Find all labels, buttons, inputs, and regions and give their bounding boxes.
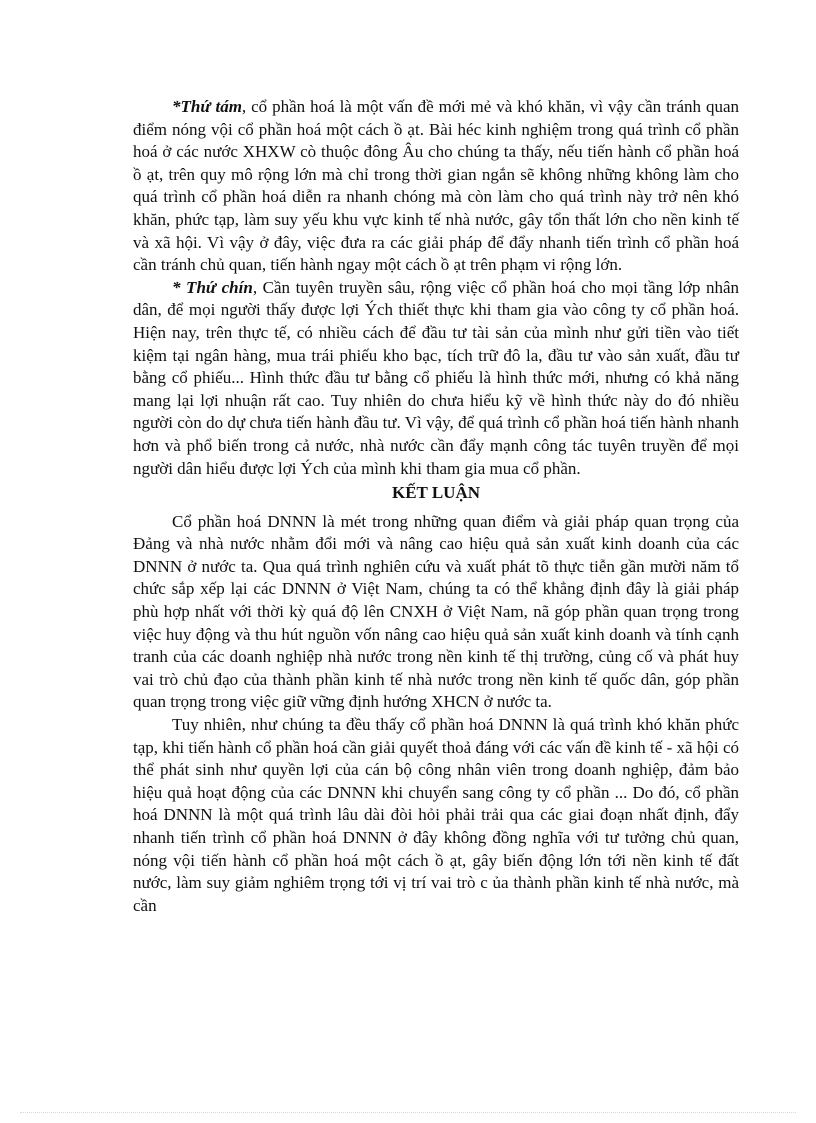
paragraph-conclusion-1: Cổ phần hoá DNNN là mét trong những quan điểm và giải pháp quan trọng của Đảng và nhà nước nhằm đổi mới và nâng cao hiệu quả sản xuất kinh doanh của các DNNN ở nước ta. Qua quá trình nghiên cứu và xuất phát tõ thực tiễn gần mười năm tổ chức sắp xếp lại các DNNN ở Việt Nam, chúng ta có thể khẳng định đây là giải pháp phù hợp nhất với thời kỳ quá độ lên CNXH ở Việt Nam, nã góp phần quan trọng trong việc huy động và thu hút nguồn vốn nâng cao hiệu quả sản xuất kinh doanh và tính cạnh tranh của các doanh nghiệp nhà nước trong nền kinh tế thị trường, củng cố và phát huy vai trò chủ đạo của thành phần kinh tế nhà nước trong nền kinh tế quốc dân, góp phần quan trọng trong việc giữ vững định hướng XHCN ở nước ta. bbox=[133, 511, 739, 712]
section-heading: KẾT LUẬN bbox=[391, 483, 480, 503]
document-page bbox=[133, 96, 739, 917]
paragraph-conclusion-2: Tuy nhiên, như chúng ta đều thấy cổ phần hoá DNNN là quá trình khó khăn phức tạp, khi tiến hành cổ phần hoá cần giải quyết thoả đáng với các vấn đề kinh tế - xã hội có thể phát sinh như quyền lợi của cán bộ công nhân viên trong doanh nghiệp, đảm bảo hiệu quả hoạt động của các DNNN khi chuyển sang công ty cổ phần ... Do đó, cổ phần hoá DNNN là một quá trình lâu dài đòi hỏi phải trải qua các giai đoạn nhất định, đẩy nhanh tiến trình cổ phần hoá DNNN ở đây không đồng nghĩa với tư tưởng chủ quan, nóng vội tiến hành cổ phần hoá một cách ồ ạt, gây biến động lớn tới nền kinh tế đất nước, làm suy giảm nghiêm trọng tới vị trí vai trò c ủa thành phần kinh tế nhà nước, mà cần bbox=[133, 715, 739, 915]
paragraph-lead: * Thứ chín bbox=[172, 277, 253, 297]
paragraph-thu-tam bbox=[133, 96, 739, 277]
page-bottom-divider bbox=[20, 1112, 796, 1113]
paragraph-text: , cổ phần hoá là một vấn đề mới mẻ và khó khăn, vì vậy cần tránh quan điểm nóng vội cổ phần hoá một cách ồ ạt. Bài héc kinh nghiệm trong quá trình cổ phần hoá ở các nước XHXW cò thuộc đông Âu cho chúng ta thấy, nếu tiến hành cổ phần hoá ồ ạt, trên quy mô rộng lớn mà chỉ trong thời gian ngắn sẽ không những không làm cho quá trình cổ phần hoá diễn ra nhanh chóng mà còn làm cho quá trình này trở nên khó khăn, phức tạp, làm suy yếu khu vực kinh tế nhà nước, gây tổn thất lớn cho nền kinh tế và xã hội. Vì vậy ở đây, việc đưa ra các giải pháp để đẩy nhanh tiến trình cổ phần hoá cần tránh chủ quan, tiến hành ngay một cách ồ ạt trên phạm vi rộng lớn. bbox=[133, 97, 739, 275]
paragraph-thu-chin bbox=[133, 277, 739, 480]
paragraph-text: , Cần tuyên truyền sâu, rộng việc cổ phần hoá cho mọi tầng lớp nhân dân, để mọi người thấy được lợi Ých thiết thực khi tham gia vào công ty cổ phần hoá. Hiện nay, trên thực tế, có nhiều cách để đầu tư tài sản của mình như gửi tiền vào tiết kiệm tại ngân hàng, mua trái phiếu kho bạc, tích trữ đô la, đầu tư vào sản xuất, đầu tư bằng cổ phiếu... Hình thức đầu tư bằng cổ phiếu là hình thức mới, nhưng có khả năng mang lại lợi nhuận rất cao. Tuy nhiên do chưa hiểu kỹ về hình thức này do đó nhiều người còn do dự chưa tiến hành đầu tư. Vì vậy, để quá trình cổ phần hoá tiến hành nhanh hơn và phổ biến trong cả nước, nhà nước cần đẩy mạnh công tác tuyên truyền để mọi người dân hiểu được lợi Ých của mình khi tham gia mua cổ phần. bbox=[133, 277, 740, 478]
paragraph-lead: *Thứ tám bbox=[172, 97, 242, 116]
